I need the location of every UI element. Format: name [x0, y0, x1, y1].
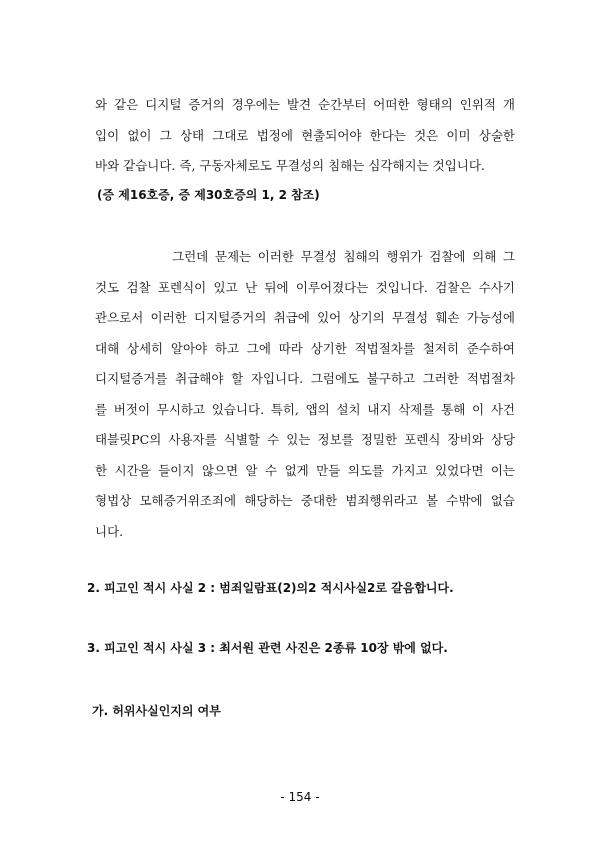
- paragraph-line: 한 시간을 들이지 않으면 알 수 없게 만들 의도를 가지고 있었다면 이는: [95, 462, 515, 478]
- paragraph-line: 그런데 문제는 이러한 무결성 침해의 행위가 검찰에 의해 그: [172, 249, 515, 264]
- section-heading-item-2: 2. 피고인 적시 사실 2 : 범죄일람표(2)의2 적시사실2로 갈음합니다.: [87, 581, 454, 595]
- paragraph-line: 와 같은 디지털 증거의 경우에는 발견 순간부터 어떠한 형태의 인위적 개: [95, 97, 515, 112]
- paragraph-line: 바와 같습니다. 즉, 구동자체로도 무결성의 침해는 심각해지는 것입니다.: [95, 158, 485, 173]
- page-number: - 154 -: [280, 790, 320, 804]
- paragraph-line: 것도 검찰 포렌식이 있고 난 뒤에 이루어졌다는 것입니다. 검찰은 수사기: [95, 279, 515, 295]
- paragraph-line: 태블릿PC의 사용자를 식별할 수 있는 정보를 정밀한 포렌식 장비와 상당: [95, 432, 515, 447]
- paragraph-line: 를 버젓이 무시하고 있습니다. 특히, 앱의 설치 내지 삭제를 통해 이 사건: [95, 401, 515, 417]
- paragraph-integrity-violation: [95, 242, 515, 547]
- paragraph-line: 대해 상세히 알아야 하고 그에 따라 상기한 적법절차를 철저히 준수하여: [95, 340, 515, 356]
- paragraph-line: 형법상 모해증거위조죄에 해당하는 중대한 범죄행위라고 볼 수밖에 없습: [95, 493, 515, 508]
- paragraph-line: 니다.: [95, 523, 124, 539]
- evidence-reference: (증 제16호증, 증 제30호증의 1, 2 참조): [97, 188, 320, 202]
- section-heading-item-3: 3. 피고인 적시 사실 3 : 최서원 관련 사진은 2종류 10장 밖에 없다.: [87, 641, 448, 655]
- paragraph-line: 디지털증거를 취급해야 할 자입니다. 그럼에도 불구하고 그러한 적법절차: [95, 371, 515, 386]
- paragraph-line: 입이 없이 그 상태 그대로 법정에 현출되어야 한다는 것은 이미 상술한: [95, 127, 515, 143]
- subsection-heading-a: 가. 허위사실인지의 여부: [92, 704, 221, 718]
- paragraph-digital-evidence: [95, 90, 515, 182]
- paragraph-line: 관으로서 이러한 디지털증거의 취급에 있어 상기의 무결성 훼손 가능성에: [95, 310, 515, 325]
